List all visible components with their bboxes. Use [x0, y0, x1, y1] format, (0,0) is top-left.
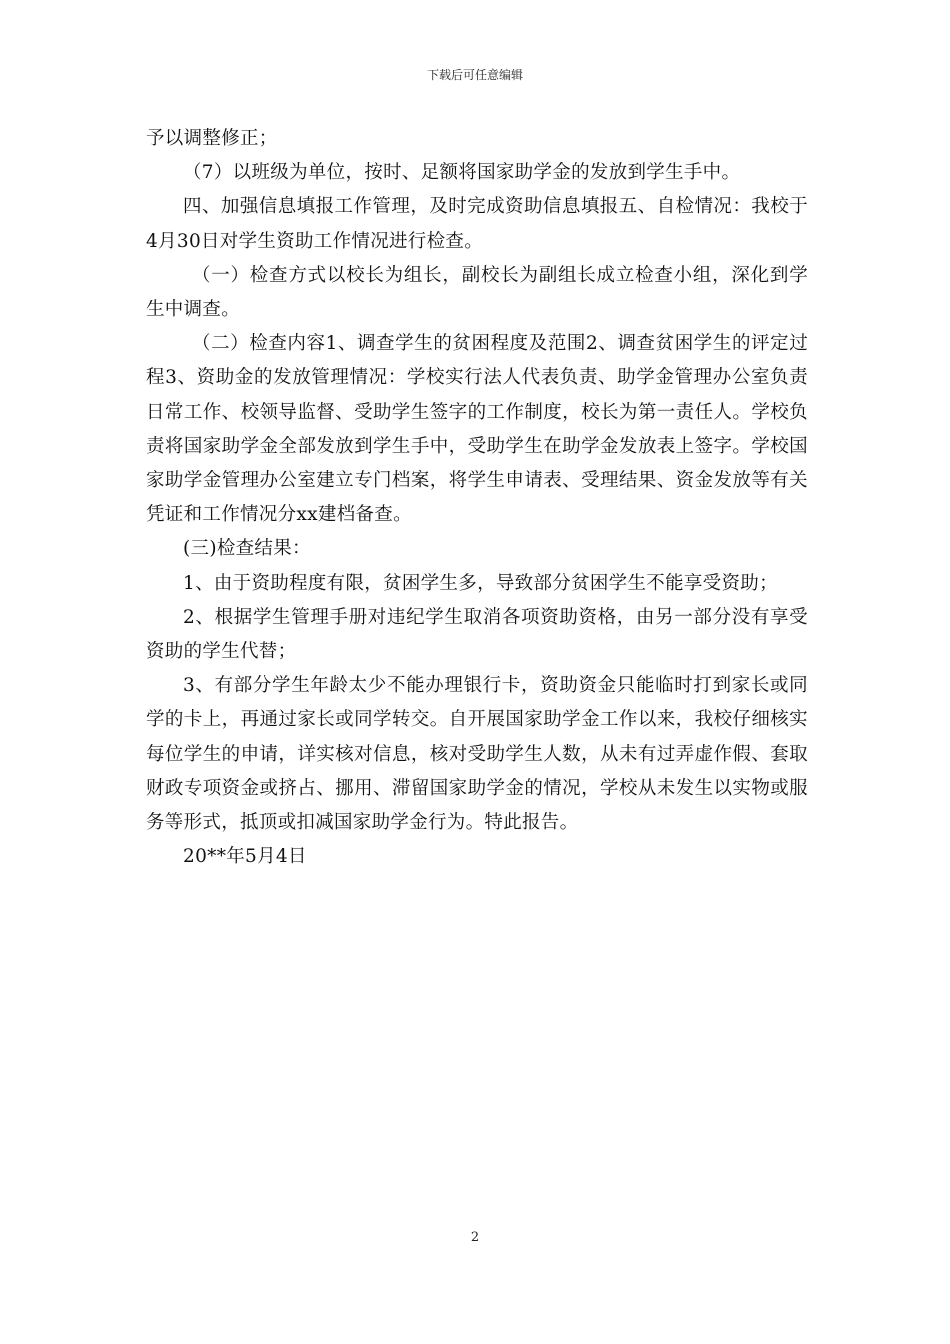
paragraph-check-result-heading: (三)检查结果： — [183, 538, 311, 560]
paragraph-result-1: 1、由于资助程度有限，贫困学生多，导致部分贫困学生不能享受资助； — [183, 572, 778, 594]
page-number: 2 — [470, 1230, 480, 1245]
document-date: 20**年5月4日 — [183, 846, 307, 868]
paragraph-section-4-5: 四、加强信息填报工作管理，及时完成资助信息填报五、自检情况：我校于4月30日对学生资助工作情况进行检查。 — [146, 196, 808, 252]
paragraph-result-3: 3、有部分学生年龄太少不能办理银行卡，资助资金只能临时打到家长或同学的卡上，再通过家长或同学转交。自开展国家助学金工作以来，我校仔细核实每位学生的申请，详实核对信息，核对受助学生人数，从未有过弄虚作假、套取财政专项资金或挤占、挪用、滞留国家助学金的情况，学校从未发生以实物或服务等形式，抵顶或扣减国家助学金行为。特此报告。 — [146, 675, 808, 834]
document-body — [146, 122, 808, 874]
paragraph-item-7: （7）以班级为单位，按时、足额将国家助学金的发放到学生手中。 — [183, 162, 741, 184]
page-header-note: 下载后可任意编辑 — [426, 68, 523, 82]
paragraph-check-method: （一）检查方式以校长为组长，副校长为副组长成立检查小组，深化到学生中调查。 — [146, 264, 808, 321]
paragraph-continuation: 予以调整修正； — [146, 128, 278, 149]
paragraph-check-content: （二）检查内容1、调查学生的贫困程度及范围2、调查贫困学生的评定过程3、资助金的发放管理情况：学校实行法人代表负责、助学金管理办公室负责日常工作、校领导监督、受助学生签字的工作制度，校长为第一责任人。学校负责将国家助学金全部发放到学生手中，受助学生在助学金发放表上签字。学校国家助学金管理办公室建立专门档案，将学生申请表、受理结果、资金发放等有关凭证和工作情况分xx建档备查。 — [146, 333, 808, 526]
paragraph-result-2: 2、根据学生管理手册对违纪学生取消各项资助资格，由另一部分没有享受资助的学生代替； — [146, 606, 808, 663]
